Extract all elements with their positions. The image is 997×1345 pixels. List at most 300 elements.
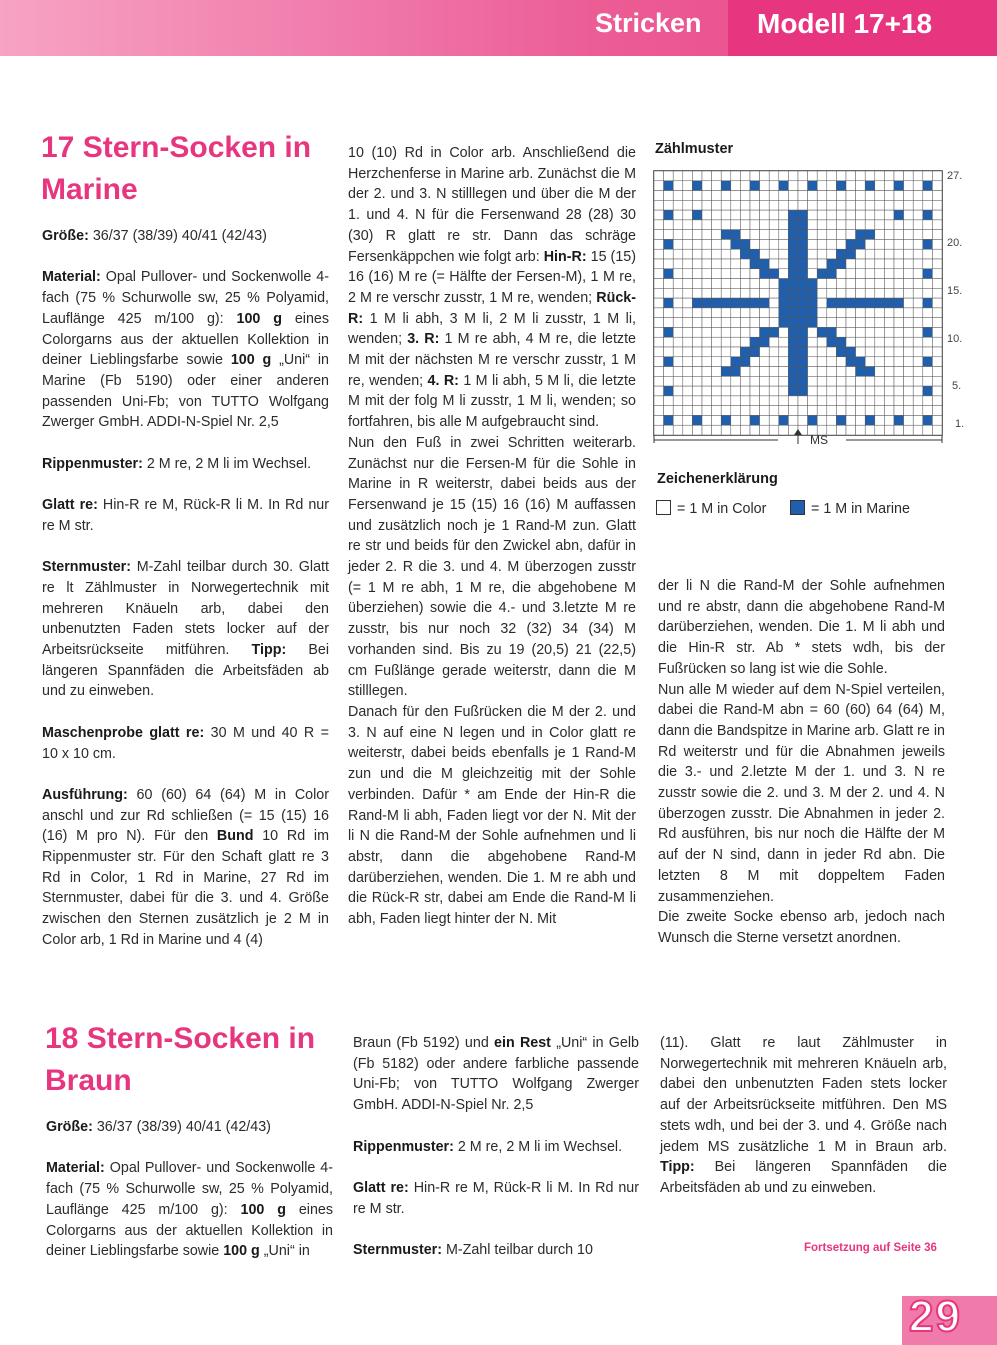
legend-marine: = 1 M in Marine (790, 500, 910, 517)
chart-cell (760, 288, 770, 298)
chart-cell (750, 181, 760, 191)
chart-cell (750, 200, 760, 210)
chart-cell (664, 415, 674, 425)
chart-cell (740, 269, 750, 279)
chart-cell (808, 181, 818, 191)
chart-cell (673, 181, 683, 191)
chart-cell (846, 347, 856, 357)
chart-cell (808, 298, 818, 308)
chart-cell (702, 396, 712, 406)
chart-cell (817, 230, 827, 240)
chart-cell (865, 318, 875, 328)
chart-cell (721, 239, 731, 249)
chart-cell (702, 415, 712, 425)
chart-cell (875, 386, 885, 396)
chart-cell (760, 357, 770, 367)
chart-cell (808, 269, 818, 279)
chart-cell (664, 308, 674, 318)
chart-cell (884, 337, 894, 347)
chart-cell (664, 269, 674, 279)
chart-cell (817, 298, 827, 308)
chart-cell (692, 347, 702, 357)
chart-cell (731, 220, 741, 230)
chart-cell (779, 191, 789, 201)
chart-cell (923, 171, 933, 181)
chart-cell (808, 327, 818, 337)
chart-cell (712, 220, 722, 230)
chart-cell (894, 347, 904, 357)
chart-cell (673, 376, 683, 386)
chart-cell (894, 298, 904, 308)
chart-cell (769, 269, 779, 279)
chart-cell (923, 230, 933, 240)
chart-cell (894, 220, 904, 230)
chart-cell (865, 200, 875, 210)
chart-cell (769, 367, 779, 377)
chart-cell (750, 220, 760, 230)
chart-cell (884, 367, 894, 377)
chart-cell (932, 181, 942, 191)
chart-cell (731, 269, 741, 279)
chart-cell (788, 318, 798, 328)
chart-cell (654, 337, 664, 347)
stockinette-paragraph: Glatt re: Hin-R re M, Rück-R li M. In Rd nur re M str. (42, 497, 329, 534)
model-label: Modell 17+18 (757, 8, 933, 39)
chart-cell (779, 210, 789, 220)
chart-cell (788, 210, 798, 220)
chart-cell (846, 249, 856, 259)
chart-cell (923, 308, 933, 318)
chart-cell (904, 230, 914, 240)
chart-cell (932, 425, 942, 435)
chart-cell (692, 357, 702, 367)
chart-cell (673, 337, 683, 347)
chart-cell (865, 279, 875, 289)
chart-cell (913, 200, 923, 210)
chart-cell (875, 279, 885, 289)
chart-cell (654, 220, 664, 230)
chart-cell (664, 337, 674, 347)
chart-cell (856, 367, 866, 377)
chart-cell (788, 259, 798, 269)
chart-cell (884, 181, 894, 191)
page-number: 29 (909, 1292, 962, 1341)
chart-cell (798, 230, 808, 240)
chart-cell (827, 308, 837, 318)
chart-cell (904, 425, 914, 435)
chart-cell (712, 279, 722, 289)
chart-cell (932, 376, 942, 386)
chart-cell (750, 259, 760, 269)
chart-cell (817, 376, 827, 386)
chart-cell (692, 425, 702, 435)
chart-cell (846, 239, 856, 249)
chart-cell (731, 298, 741, 308)
chart-cell (846, 269, 856, 279)
chart-cell (884, 191, 894, 201)
chart-cell (817, 171, 827, 181)
chart-cell (769, 259, 779, 269)
chart-cell (673, 171, 683, 181)
chart-cell (856, 406, 866, 416)
chart-cell (788, 239, 798, 249)
chart-cell (894, 327, 904, 337)
chart-cell (683, 181, 693, 191)
chart-cell (673, 347, 683, 357)
chart-cell (913, 249, 923, 259)
chart-cell (894, 279, 904, 289)
chart-cell (673, 396, 683, 406)
chart-cell (798, 396, 808, 406)
chart-cell (664, 210, 674, 220)
chart-cell (721, 396, 731, 406)
chart-cell (817, 308, 827, 318)
chart-cell (760, 406, 770, 416)
chart-cell (827, 406, 837, 416)
chart-cell (702, 367, 712, 377)
chart-cell (846, 191, 856, 201)
chart-cell (865, 347, 875, 357)
chart-cell (779, 288, 789, 298)
chart-cell (827, 367, 837, 377)
chart-cell (894, 239, 904, 249)
chart-cell (692, 210, 702, 220)
chart-cell (846, 425, 856, 435)
instructions-paragraph: Ausführung: 60 (60) 64 (64) M in Color anschl und zur Rd schließen (= 15 (15) 16 (16) M pro N). Für den Bund 10 Rd im Rippenmuster str. Für den Schaft glatt re 3 Rd in Color, 1 Rd in Marine, 27 Rd im Sternmuster, dabei für die 3. und 4. Größe zwischen den Sternen zusätzlich je 2 M in Color arb, 1 Rd in Marine und 4 (4) (42, 786, 329, 948)
chart-cell (692, 230, 702, 240)
chart-cell (683, 337, 693, 347)
chart-cell (731, 357, 741, 367)
chart-cell (836, 171, 846, 181)
chart-cell (702, 318, 712, 328)
chart-cell (894, 337, 904, 347)
chart-cell (798, 259, 808, 269)
chart-cell (856, 308, 866, 318)
chart-cell (760, 220, 770, 230)
pattern-continued-paragraph: (11). Glatt re laut Zählmuster in Norwegertechnik mit mehreren Knäueln arb, dabei den unbenutzten Faden stets locker auf der Arbeitsrückseite mitführen. Den MS stets wdh, und bei der 3. und 4. Größe nach jedem MS zusätzliche 1 M in Braun arb. Tipp: Bei längeren Spannfäden die Arbeitsfäden ab und zu einweben. (660, 1035, 947, 1196)
chart-cell (865, 367, 875, 377)
chart-cell (817, 337, 827, 347)
chart-cell (798, 347, 808, 357)
chart-cell (721, 376, 731, 386)
chart-cell (779, 376, 789, 386)
chart-cell (683, 230, 693, 240)
chart-cell (712, 171, 722, 181)
legend-title: Zeichenerklärung (657, 471, 778, 487)
chart-cell (750, 308, 760, 318)
chart-cell (875, 171, 885, 181)
chart-cell (702, 347, 712, 357)
chart-cell (923, 367, 933, 377)
chart-cell (731, 318, 741, 328)
chart-cell (798, 288, 808, 298)
chart-cell (721, 347, 731, 357)
chart-cell (721, 367, 731, 377)
chart-cell (740, 337, 750, 347)
chart-cell (836, 376, 846, 386)
chart-cell (769, 425, 779, 435)
chart-cell (654, 230, 664, 240)
chart-cell (836, 239, 846, 249)
chart-cell (683, 415, 693, 425)
chart-cell (740, 406, 750, 416)
chart-cell (692, 259, 702, 269)
chart-cell (827, 288, 837, 298)
chart-cell (769, 288, 779, 298)
chart-cell (712, 357, 722, 367)
chart-cell (779, 171, 789, 181)
chart-cell (836, 318, 846, 328)
chart-cell (875, 425, 885, 435)
chart-cell (683, 376, 693, 386)
chart-cell (721, 181, 731, 191)
chart-cell (875, 357, 885, 367)
chart-cell (856, 386, 866, 396)
chart-cell (923, 239, 933, 249)
chart-cell (750, 347, 760, 357)
chart-cell (798, 367, 808, 377)
chart-cell (827, 249, 837, 259)
chart-cell (683, 249, 693, 259)
chart-cell (884, 396, 894, 406)
chart-cell (683, 318, 693, 328)
chart-cell (769, 318, 779, 328)
chart-cell (721, 269, 731, 279)
chart-cell (846, 406, 856, 416)
chart-cell (740, 288, 750, 298)
chart-cell (721, 288, 731, 298)
chart-cell (760, 259, 770, 269)
chart-cell (808, 367, 818, 377)
chart-cell (654, 191, 664, 201)
chart-cell (923, 279, 933, 289)
chart-cell (664, 347, 674, 357)
chart-cell (683, 220, 693, 230)
article17-column-2 (348, 143, 636, 930)
chart-cell (894, 396, 904, 406)
chart-cell (817, 269, 827, 279)
chart-cell (683, 191, 693, 201)
chart-cell (913, 191, 923, 201)
chart-cell (769, 181, 779, 191)
chart-cell (683, 406, 693, 416)
chart-cell (769, 386, 779, 396)
chart-cell (836, 230, 846, 240)
chart-cell (798, 337, 808, 347)
chart-cell (740, 327, 750, 337)
chart-cell (913, 181, 923, 191)
chart-cell (740, 425, 750, 435)
chart-cell (817, 249, 827, 259)
chart-cell (760, 386, 770, 396)
chart-cell (760, 327, 770, 337)
chart-cell (875, 308, 885, 318)
chart-cell (923, 288, 933, 298)
chart-cell (664, 220, 674, 230)
chart-cell (932, 288, 942, 298)
chart-cell (779, 327, 789, 337)
chart-cell (664, 171, 674, 181)
chart-cell (817, 279, 827, 289)
chart-cell (760, 171, 770, 181)
chart-cell (904, 406, 914, 416)
chart-cell (712, 181, 722, 191)
chart-cell (856, 269, 866, 279)
chart-cell (846, 318, 856, 328)
chart-cell (673, 191, 683, 201)
chart-cell (913, 269, 923, 279)
chart-cell (884, 347, 894, 357)
chart-cell (856, 249, 866, 259)
chart-cell (836, 425, 846, 435)
chart-cell (904, 386, 914, 396)
chart-cell (865, 357, 875, 367)
chart-cell (779, 396, 789, 406)
chart-cell (836, 298, 846, 308)
chart-cell (712, 210, 722, 220)
chart-cell (846, 376, 856, 386)
chart-cell (692, 415, 702, 425)
chart-cell (692, 406, 702, 416)
section-label: Stricken (595, 8, 702, 38)
chart-cell (875, 347, 885, 357)
chart-cell (904, 308, 914, 318)
chart-cell (712, 376, 722, 386)
chart-cell (692, 396, 702, 406)
chart-cell (932, 308, 942, 318)
chart-cell (769, 298, 779, 308)
chart-cell (904, 279, 914, 289)
chart-cell (721, 191, 731, 201)
chart-cell (779, 406, 789, 416)
chart-cell (808, 396, 818, 406)
chart-cell (788, 181, 798, 191)
chart-cell (798, 220, 808, 230)
chart-cell (760, 298, 770, 308)
chart-cell (769, 279, 779, 289)
chart-cell (913, 337, 923, 347)
chart-cell (798, 279, 808, 289)
chart-cell (913, 425, 923, 435)
chart-cell (808, 376, 818, 386)
chart-cell (808, 239, 818, 249)
chart-cell (731, 386, 741, 396)
chart-cell (856, 230, 866, 240)
chart-cell (750, 288, 760, 298)
chart-cell (683, 239, 693, 249)
chart-cell (664, 406, 674, 416)
chart-cell (731, 347, 741, 357)
chart-cell (664, 181, 674, 191)
chart-cell (856, 220, 866, 230)
chart-cell (894, 191, 904, 201)
chart-cell (683, 357, 693, 367)
chart-cell (865, 210, 875, 220)
chart-cell (750, 298, 760, 308)
chart-cell (702, 298, 712, 308)
chart-cell (817, 191, 827, 201)
chart-cell (692, 308, 702, 318)
chart-cell (846, 210, 856, 220)
chart-cell (788, 308, 798, 318)
chart-cell (798, 210, 808, 220)
chart-cell (654, 406, 664, 416)
chart-cell (673, 220, 683, 230)
chart-cell (913, 357, 923, 367)
chart-cell (779, 347, 789, 357)
chart-cell (702, 269, 712, 279)
chart-cell (827, 259, 837, 269)
chart-cell (894, 288, 904, 298)
chart-cell (798, 318, 808, 328)
chart-cell (923, 327, 933, 337)
chart-cell (683, 347, 693, 357)
chart-cell (846, 181, 856, 191)
chart-cell (904, 220, 914, 230)
gauge-paragraph: Maschenprobe glatt re: 30 M und 40 R = 10 x 10 cm. (42, 724, 329, 762)
chart-cell (894, 230, 904, 240)
chart-cell (654, 249, 664, 259)
chart-cell (721, 318, 731, 328)
chart-cell (692, 200, 702, 210)
chart-cell (683, 259, 693, 269)
chart-cell (654, 367, 664, 377)
chart-cell (721, 230, 731, 240)
chart-cell (913, 171, 923, 181)
chart-cell (692, 249, 702, 259)
chart-cell (788, 269, 798, 279)
chart-cell (788, 376, 798, 386)
chart-cell (827, 191, 837, 201)
chart-cell (731, 327, 741, 337)
chart-cell (875, 288, 885, 298)
row-numbers (947, 170, 964, 430)
chart-cell (884, 376, 894, 386)
chart-cell (712, 308, 722, 318)
chart-cell (904, 181, 914, 191)
chart-cell (692, 171, 702, 181)
chart-cell (808, 337, 818, 347)
chart-cell (673, 200, 683, 210)
chart-cell (884, 288, 894, 298)
chart-cell (808, 259, 818, 269)
chart-cell (836, 406, 846, 416)
chart-cell (894, 171, 904, 181)
chart-cell (702, 386, 712, 396)
chart-cell (664, 259, 674, 269)
chart-cell (712, 386, 722, 396)
chart-cell (712, 288, 722, 298)
chart-cell (923, 220, 933, 230)
chart-cell (750, 376, 760, 386)
chart-cell (856, 279, 866, 289)
chart-cell (884, 171, 894, 181)
chart-cell (779, 357, 789, 367)
chart-cell (827, 200, 837, 210)
chart-cell (721, 415, 731, 425)
chart-cell (894, 269, 904, 279)
chart-cell (894, 181, 904, 191)
chart-cell (836, 357, 846, 367)
chart-cell (932, 220, 942, 230)
chart-cell (865, 181, 875, 191)
chart-cell (779, 318, 789, 328)
chart-cell (827, 386, 837, 396)
chart-cell (721, 298, 731, 308)
chart-cell (740, 181, 750, 191)
chart-cell (702, 181, 712, 191)
chart-cell (788, 347, 798, 357)
